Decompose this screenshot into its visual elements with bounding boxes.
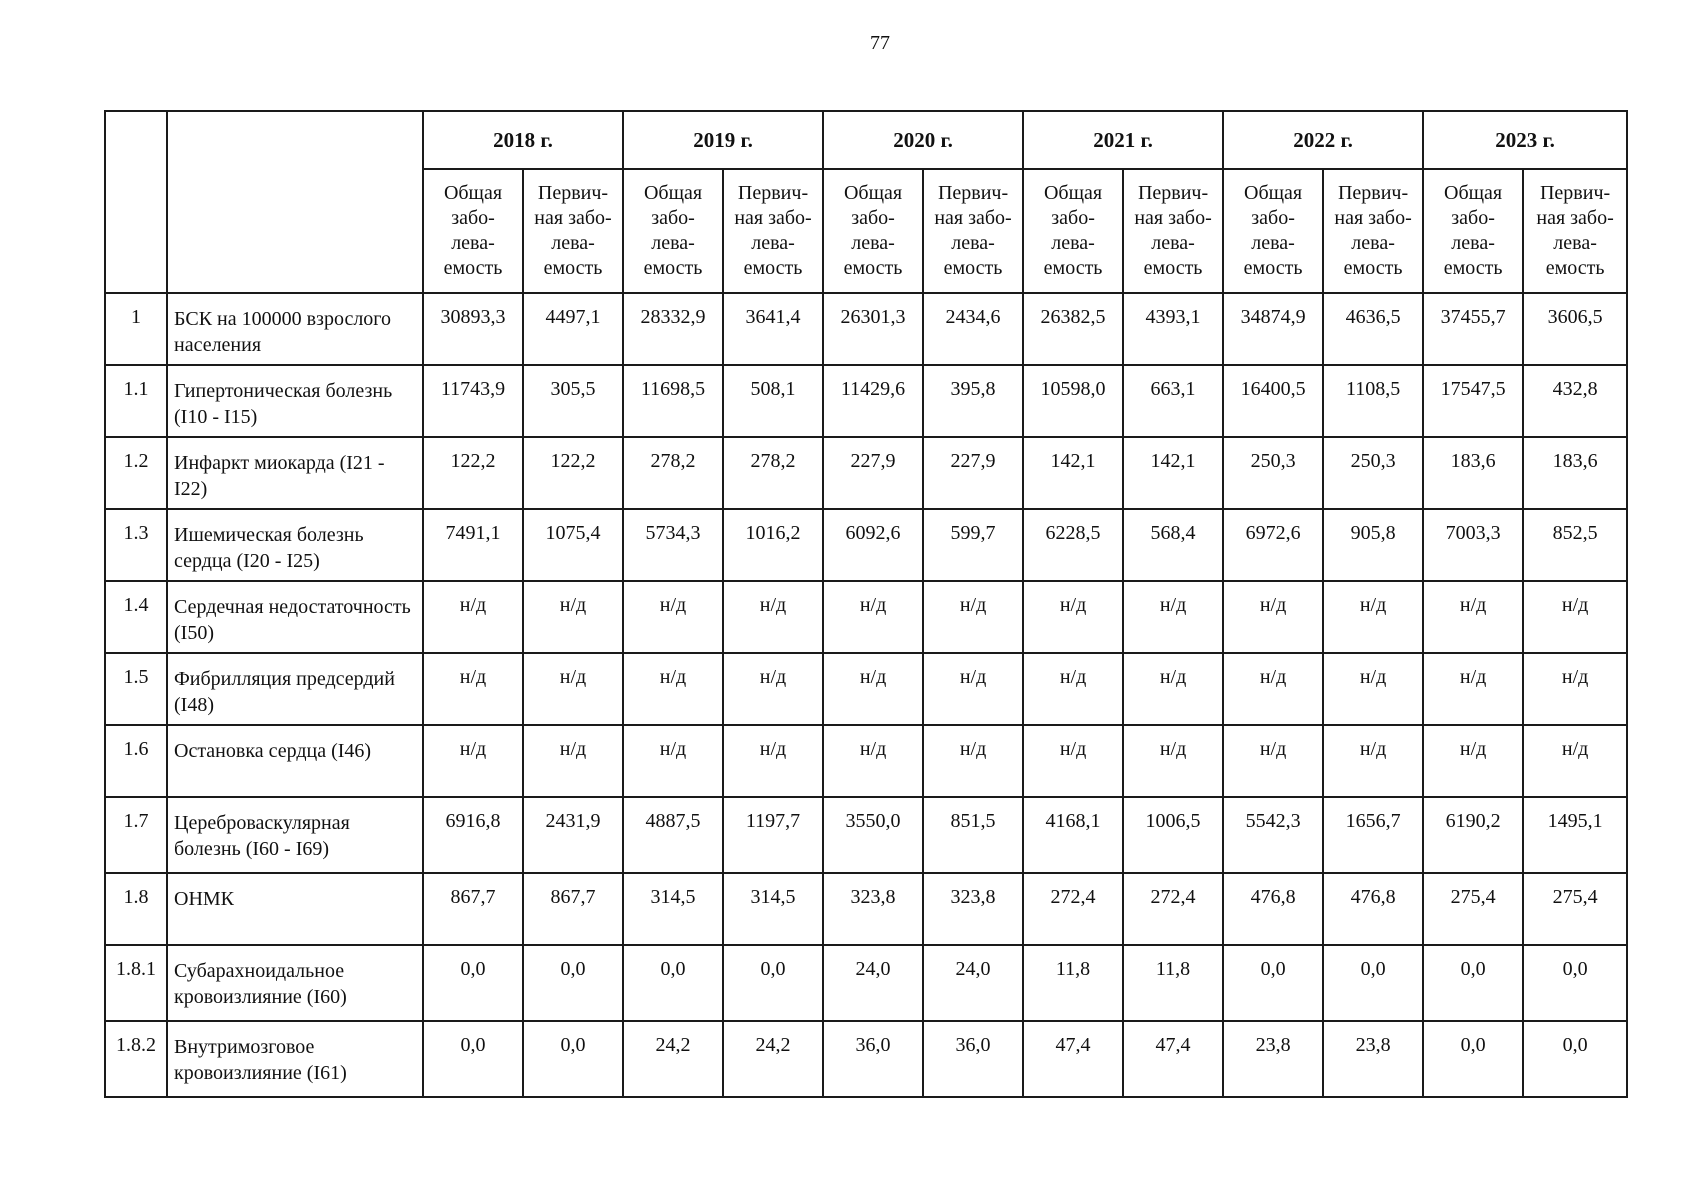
- primary-morbidity-value: 142,1: [1123, 437, 1223, 509]
- general-morbidity-header: Общая забо- лева- емость: [823, 169, 923, 293]
- general-morbidity-value: н/д: [1023, 581, 1123, 653]
- general-morbidity-value: н/д: [1423, 725, 1523, 797]
- year-header: 2020 г.: [823, 111, 1023, 169]
- general-morbidity-value: н/д: [423, 581, 523, 653]
- primary-morbidity-value: 1656,7: [1323, 797, 1423, 873]
- row-number: 1.2: [105, 437, 167, 509]
- general-morbidity-value: н/д: [1023, 725, 1123, 797]
- general-morbidity-value: н/д: [1023, 653, 1123, 725]
- general-morbidity-value: 0,0: [423, 1021, 523, 1097]
- primary-morbidity-value: 323,8: [923, 873, 1023, 945]
- primary-morbidity-value: 23,8: [1323, 1021, 1423, 1097]
- general-morbidity-value: 6972,6: [1223, 509, 1323, 581]
- primary-morbidity-value: 250,3: [1323, 437, 1423, 509]
- table-row: [105, 1021, 1627, 1097]
- general-morbidity-value: н/д: [823, 725, 923, 797]
- general-morbidity-value: 6916,8: [423, 797, 523, 873]
- general-morbidity-value: 867,7: [423, 873, 523, 945]
- primary-morbidity-value: 1108,5: [1323, 365, 1423, 437]
- year-header: 2022 г.: [1223, 111, 1423, 169]
- primary-morbidity-value: 227,9: [923, 437, 1023, 509]
- primary-morbidity-value: н/д: [723, 653, 823, 725]
- primary-morbidity-header: Первич- ная забо- лева- емость: [1123, 169, 1223, 293]
- row-number: 1.1: [105, 365, 167, 437]
- row-indicator-name: ОНМК: [167, 873, 423, 945]
- general-morbidity-value: 142,1: [1023, 437, 1123, 509]
- general-morbidity-value: 0,0: [1223, 945, 1323, 1021]
- general-morbidity-value: 250,3: [1223, 437, 1323, 509]
- general-morbidity-value: 227,9: [823, 437, 923, 509]
- general-morbidity-value: н/д: [423, 725, 523, 797]
- row-indicator-name: Ишемическая болезнь сердца (I20 - I25): [167, 509, 423, 581]
- row-number: 1.3: [105, 509, 167, 581]
- primary-morbidity-value: н/д: [1323, 653, 1423, 725]
- general-morbidity-value: 26301,3: [823, 293, 923, 365]
- primary-morbidity-value: 508,1: [723, 365, 823, 437]
- general-morbidity-value: н/д: [1223, 725, 1323, 797]
- general-morbidity-value: н/д: [423, 653, 523, 725]
- year-header: 2018 г.: [423, 111, 623, 169]
- general-morbidity-value: 30893,3: [423, 293, 523, 365]
- general-morbidity-value: 7003,3: [1423, 509, 1523, 581]
- primary-morbidity-header: Первич- ная забо- лева- емость: [1323, 169, 1423, 293]
- primary-morbidity-value: н/д: [723, 581, 823, 653]
- primary-morbidity-value: 47,4: [1123, 1021, 1223, 1097]
- row-indicator-name: Фибрилляция предсердий (I48): [167, 653, 423, 725]
- row-indicator-name: Остановка сердца (I46): [167, 725, 423, 797]
- general-morbidity-value: 23,8: [1223, 1021, 1323, 1097]
- primary-morbidity-header: Первич- ная забо- лева- емость: [923, 169, 1023, 293]
- primary-morbidity-value: н/д: [1523, 725, 1627, 797]
- general-morbidity-value: н/д: [623, 725, 723, 797]
- year-header: 2019 г.: [623, 111, 823, 169]
- primary-morbidity-value: н/д: [1123, 581, 1223, 653]
- primary-morbidity-value: 2431,9: [523, 797, 623, 873]
- general-morbidity-value: 10598,0: [1023, 365, 1123, 437]
- general-morbidity-value: н/д: [623, 581, 723, 653]
- row-number: 1.8.2: [105, 1021, 167, 1097]
- row-indicator-name: Внутримозговое кровоизлияние (I61): [167, 1021, 423, 1097]
- primary-morbidity-value: 0,0: [523, 1021, 623, 1097]
- primary-morbidity-value: 1197,7: [723, 797, 823, 873]
- general-morbidity-value: н/д: [1423, 581, 1523, 653]
- primary-morbidity-value: 4393,1: [1123, 293, 1223, 365]
- general-morbidity-header: Общая забо- лева- емость: [1423, 169, 1523, 293]
- primary-morbidity-value: н/д: [1123, 725, 1223, 797]
- primary-morbidity-header: Первич- ная забо- лева- емость: [1523, 169, 1627, 293]
- table-row: [105, 293, 1627, 365]
- general-morbidity-value: 11698,5: [623, 365, 723, 437]
- primary-morbidity-value: 3641,4: [723, 293, 823, 365]
- primary-morbidity-value: 0,0: [723, 945, 823, 1021]
- general-morbidity-value: 4168,1: [1023, 797, 1123, 873]
- primary-morbidity-value: 272,4: [1123, 873, 1223, 945]
- general-morbidity-value: 0,0: [1423, 1021, 1523, 1097]
- general-morbidity-value: н/д: [1223, 653, 1323, 725]
- primary-morbidity-value: 476,8: [1323, 873, 1423, 945]
- general-morbidity-value: 47,4: [1023, 1021, 1123, 1097]
- general-morbidity-value: 26382,5: [1023, 293, 1123, 365]
- primary-morbidity-value: 432,8: [1523, 365, 1627, 437]
- general-morbidity-value: 6190,2: [1423, 797, 1523, 873]
- general-morbidity-value: н/д: [823, 581, 923, 653]
- general-morbidity-value: 11429,6: [823, 365, 923, 437]
- header-name-cell: [167, 111, 423, 293]
- primary-morbidity-value: 122,2: [523, 437, 623, 509]
- table-row: [105, 653, 1627, 725]
- primary-morbidity-value: 2434,6: [923, 293, 1023, 365]
- primary-morbidity-value: н/д: [1523, 653, 1627, 725]
- primary-morbidity-value: н/д: [723, 725, 823, 797]
- general-morbidity-value: 17547,5: [1423, 365, 1523, 437]
- primary-morbidity-value: 0,0: [523, 945, 623, 1021]
- primary-morbidity-value: 1016,2: [723, 509, 823, 581]
- row-number: 1.6: [105, 725, 167, 797]
- table-row: [105, 797, 1627, 873]
- page-number: 77: [870, 32, 890, 54]
- primary-morbidity-header: Первич- ная забо- лева- емость: [723, 169, 823, 293]
- primary-morbidity-value: н/д: [1523, 581, 1627, 653]
- general-morbidity-value: 6228,5: [1023, 509, 1123, 581]
- primary-morbidity-value: 395,8: [923, 365, 1023, 437]
- general-morbidity-header: Общая забо- лева- емость: [423, 169, 523, 293]
- primary-morbidity-value: 275,4: [1523, 873, 1627, 945]
- primary-morbidity-value: 24,0: [923, 945, 1023, 1021]
- general-morbidity-value: 476,8: [1223, 873, 1323, 945]
- row-indicator-name: БСК на 100000 взрослого населения: [167, 293, 423, 365]
- primary-morbidity-value: 568,4: [1123, 509, 1223, 581]
- header-num-cell: [105, 111, 167, 293]
- general-morbidity-value: 7491,1: [423, 509, 523, 581]
- general-morbidity-value: н/д: [1423, 653, 1523, 725]
- primary-morbidity-value: н/д: [523, 725, 623, 797]
- general-morbidity-value: н/д: [1223, 581, 1323, 653]
- row-indicator-name: Инфаркт миокарда (I21 - I22): [167, 437, 423, 509]
- general-morbidity-value: 0,0: [423, 945, 523, 1021]
- primary-morbidity-value: 0,0: [1523, 1021, 1627, 1097]
- general-morbidity-header: Общая забо- лева- емость: [1023, 169, 1123, 293]
- general-morbidity-header: Общая забо- лева- емость: [1223, 169, 1323, 293]
- table-row: [105, 365, 1627, 437]
- morbidity-table: [104, 110, 1628, 1098]
- primary-morbidity-value: н/д: [923, 725, 1023, 797]
- primary-morbidity-value: 314,5: [723, 873, 823, 945]
- row-number: 1.7: [105, 797, 167, 873]
- primary-morbidity-value: 1006,5: [1123, 797, 1223, 873]
- row-indicator-name: Цереброваскулярная болезнь (I60 - I69): [167, 797, 423, 873]
- general-morbidity-value: н/д: [823, 653, 923, 725]
- general-morbidity-value: 275,4: [1423, 873, 1523, 945]
- general-morbidity-value: 16400,5: [1223, 365, 1323, 437]
- general-morbidity-value: н/д: [623, 653, 723, 725]
- general-morbidity-value: 314,5: [623, 873, 723, 945]
- general-morbidity-value: 0,0: [623, 945, 723, 1021]
- primary-morbidity-value: н/д: [1323, 725, 1423, 797]
- primary-morbidity-value: 867,7: [523, 873, 623, 945]
- primary-morbidity-value: 4636,5: [1323, 293, 1423, 365]
- primary-morbidity-value: н/д: [523, 653, 623, 725]
- general-morbidity-value: 6092,6: [823, 509, 923, 581]
- general-morbidity-value: 5542,3: [1223, 797, 1323, 873]
- general-morbidity-value: 5734,3: [623, 509, 723, 581]
- general-morbidity-value: 24,2: [623, 1021, 723, 1097]
- primary-morbidity-value: н/д: [1123, 653, 1223, 725]
- general-morbidity-value: 34874,9: [1223, 293, 1323, 365]
- primary-morbidity-value: 599,7: [923, 509, 1023, 581]
- general-morbidity-value: 122,2: [423, 437, 523, 509]
- primary-morbidity-value: 905,8: [1323, 509, 1423, 581]
- general-morbidity-value: 37455,7: [1423, 293, 1523, 365]
- primary-morbidity-value: 851,5: [923, 797, 1023, 873]
- primary-morbidity-value: н/д: [523, 581, 623, 653]
- general-morbidity-value: 36,0: [823, 1021, 923, 1097]
- general-morbidity-value: 28332,9: [623, 293, 723, 365]
- table-row: [105, 945, 1627, 1021]
- primary-morbidity-value: 0,0: [1323, 945, 1423, 1021]
- row-number: 1.4: [105, 581, 167, 653]
- general-morbidity-value: 24,0: [823, 945, 923, 1021]
- primary-morbidity-value: н/д: [1323, 581, 1423, 653]
- row-indicator-name: Сердечная недостаточность (I50): [167, 581, 423, 653]
- primary-morbidity-value: 36,0: [923, 1021, 1023, 1097]
- general-morbidity-value: 11743,9: [423, 365, 523, 437]
- row-indicator-name: Субарахноидальное кровоизлияние (I60): [167, 945, 423, 1021]
- table-row: [105, 437, 1627, 509]
- table-row: [105, 873, 1627, 945]
- primary-morbidity-value: 0,0: [1523, 945, 1627, 1021]
- table-row: [105, 509, 1627, 581]
- primary-morbidity-header: Первич- ная забо- лева- емость: [523, 169, 623, 293]
- row-number: 1.5: [105, 653, 167, 725]
- table-row: [105, 581, 1627, 653]
- primary-morbidity-value: 3606,5: [1523, 293, 1627, 365]
- table-body: [105, 293, 1627, 1097]
- general-morbidity-value: 278,2: [623, 437, 723, 509]
- primary-morbidity-value: 1495,1: [1523, 797, 1627, 873]
- primary-morbidity-value: 1075,4: [523, 509, 623, 581]
- year-header: 2021 г.: [1023, 111, 1223, 169]
- primary-morbidity-value: 183,6: [1523, 437, 1627, 509]
- row-indicator-name: Гипертоническая болезнь (I10 - I15): [167, 365, 423, 437]
- general-morbidity-value: 323,8: [823, 873, 923, 945]
- year-header-row: [105, 111, 1627, 169]
- general-morbidity-value: 4887,5: [623, 797, 723, 873]
- general-morbidity-value: 11,8: [1023, 945, 1123, 1021]
- general-morbidity-value: 0,0: [1423, 945, 1523, 1021]
- row-number: 1.8.1: [105, 945, 167, 1021]
- table-row: [105, 725, 1627, 797]
- primary-morbidity-value: 278,2: [723, 437, 823, 509]
- general-morbidity-header: Общая забо- лева- емость: [623, 169, 723, 293]
- primary-morbidity-value: 852,5: [1523, 509, 1627, 581]
- row-number: 1: [105, 293, 167, 365]
- primary-morbidity-value: 11,8: [1123, 945, 1223, 1021]
- general-morbidity-value: 3550,0: [823, 797, 923, 873]
- row-number: 1.8: [105, 873, 167, 945]
- year-header: 2023 г.: [1423, 111, 1627, 169]
- primary-morbidity-value: 305,5: [523, 365, 623, 437]
- general-morbidity-value: 272,4: [1023, 873, 1123, 945]
- primary-morbidity-value: н/д: [923, 581, 1023, 653]
- primary-morbidity-value: 24,2: [723, 1021, 823, 1097]
- primary-morbidity-value: 4497,1: [523, 293, 623, 365]
- general-morbidity-value: 183,6: [1423, 437, 1523, 509]
- primary-morbidity-value: 663,1: [1123, 365, 1223, 437]
- primary-morbidity-value: н/д: [923, 653, 1023, 725]
